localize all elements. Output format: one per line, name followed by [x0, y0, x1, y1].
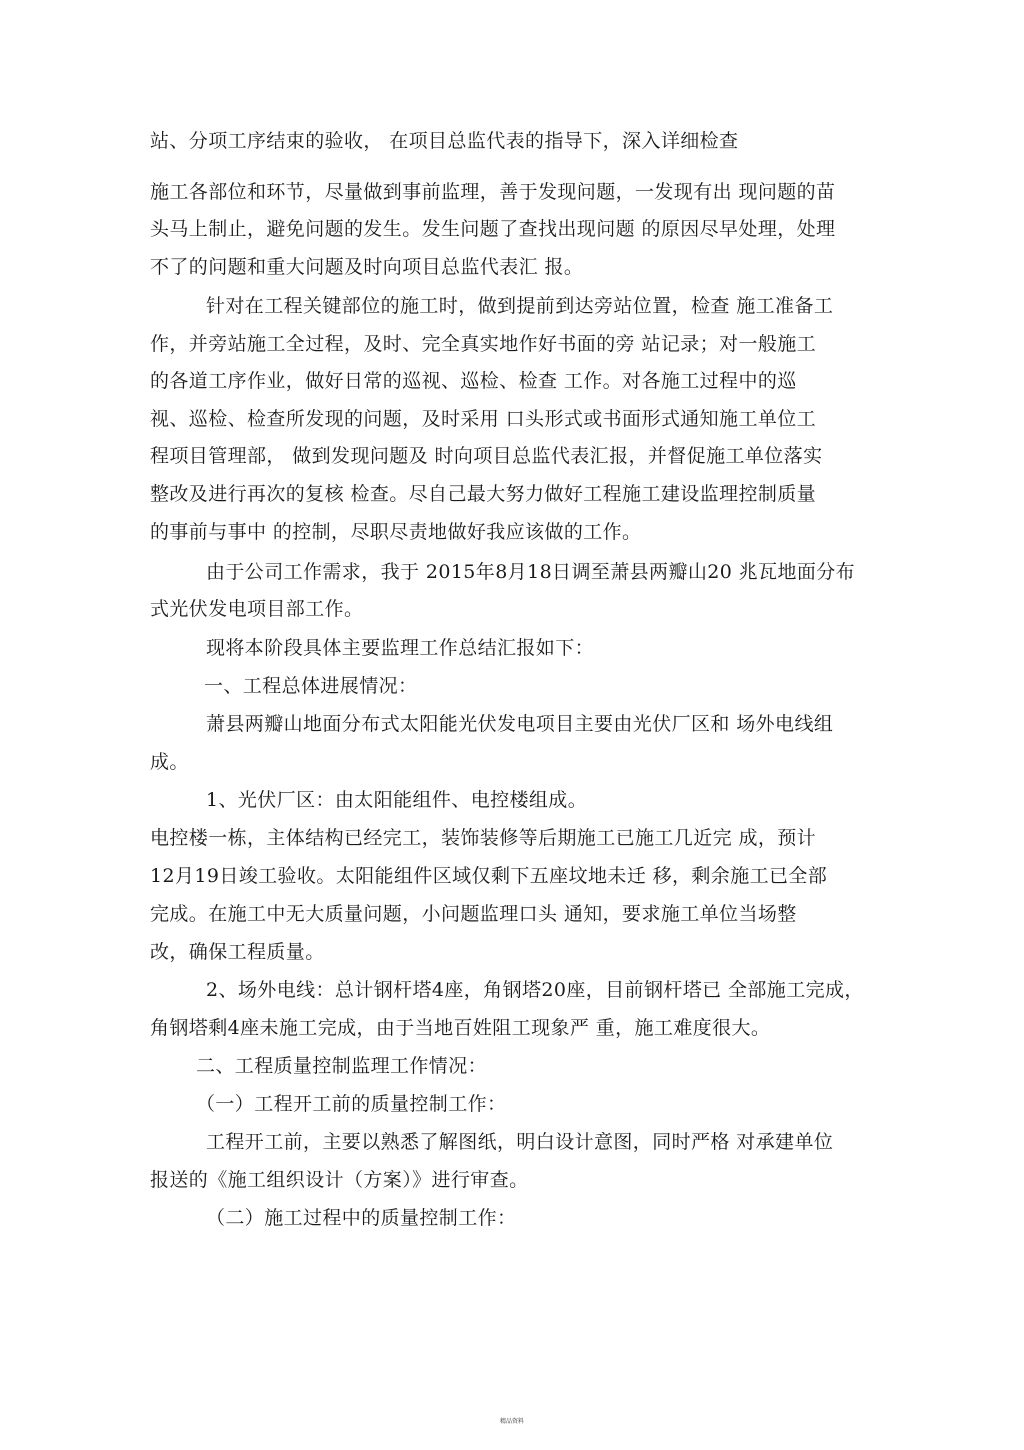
body-text-line: 成。 [150, 751, 189, 773]
section-heading: 二、工程质量控制监理工作情况： [196, 1055, 488, 1077]
subsection-heading: （一）工程开工前的质量控制工作： [196, 1093, 507, 1115]
body-text-line: 完成。在施工中无大质量问题，小问题监理口头 通知，要求施工单位当场整 [150, 903, 797, 925]
body-text-line: 角钢塔剩4座未施工完成，由于当地百姓阻工现象严 重，施工难度很大。 [150, 1017, 771, 1039]
body-text-line: 由于公司工作需求，我于 2015年8月18日调至萧县两瓣山20 兆瓦地面分布 [206, 561, 856, 583]
subsection-heading: 1、光伏厂区：由太阳能组件、电控楼组成。 [206, 789, 588, 811]
body-text-line: 报送的《施工组织设计（方案）》进行审查。 [150, 1169, 529, 1191]
page-footer: 精品资料 [499, 1418, 524, 1425]
body-text-line: 式光伏发电项目部工作。 [150, 598, 364, 620]
body-text-line: 不了的问题和重大问题及时向项目总监代表汇 报。 [150, 256, 584, 278]
body-text-line: 作，并旁站施工全过程，及时、完全真实地作好书面的旁 站记录；对一般施工 [150, 333, 817, 355]
body-text-line: 改，确保工程质量。 [150, 941, 325, 963]
body-text-line: 施工各部位和环节，尽量做到事前监理，善于发现问题，一发现有出 现问题的苗 [150, 181, 836, 203]
body-text-line: 现将本阶段具体主要监理工作总结汇报如下： [206, 637, 595, 659]
subsection-heading: 2、场外电线：总计钢杆塔4座，角钢塔20座，目前钢杆塔已 全部施工完成， [206, 979, 864, 1001]
body-text-line: 头马上制止，避免问题的发生。发生问题了查找出现问题 的原因尽早处理，处理 [150, 218, 836, 240]
body-text-line: 萧县两瓣山地面分布式太阳能光伏发电项目主要由光伏厂区和 场外电线组 [206, 713, 834, 735]
body-text-line: 整改及进行再次的复核 检查。尽自己最大努力做好工程施工建设监理控制质量 [150, 483, 817, 505]
body-text-line: 视、巡检、检查所发现的问题，及时采用 口头形式或书面形式通知施工单位工 [150, 408, 817, 430]
section-heading: 一、工程总体进展情况： [204, 675, 418, 697]
body-text-line: 12月19日竣工验收。太阳能组件区域仅剩下五座坟地未迁 移，剩余施工已全部 [150, 865, 828, 887]
body-text-line: 站、分项工序结束的验收， 在项目总监代表的指导下，深入详细检查 [150, 130, 739, 152]
body-text-line: 针对在工程关键部位的施工时，做到提前到达旁站位置，检查 施工准备工 [206, 295, 834, 317]
subsection-heading: （二）施工过程中的质量控制工作： [206, 1207, 517, 1229]
body-text-line: 工程开工前，主要以熟悉了解图纸，明白设计意图，同时严格 对承建单位 [206, 1131, 834, 1153]
body-text-line: 程项目管理部， 做到发现问题及 时向项目总监代表汇报，并督促施工单位落实 [150, 445, 823, 467]
body-text-line: 的各道工序作业，做好日常的巡视、巡检、检查 工作。对各施工过程中的巡 [150, 370, 797, 392]
body-text-line: 电控楼一栋，主体结构已经完工，装饰装修等后期施工已施工几近完 成，预计 [150, 827, 817, 849]
body-text-line: 的事前与事中 的控制，尽职尽责地做好我应该做的工作。 [150, 521, 642, 543]
